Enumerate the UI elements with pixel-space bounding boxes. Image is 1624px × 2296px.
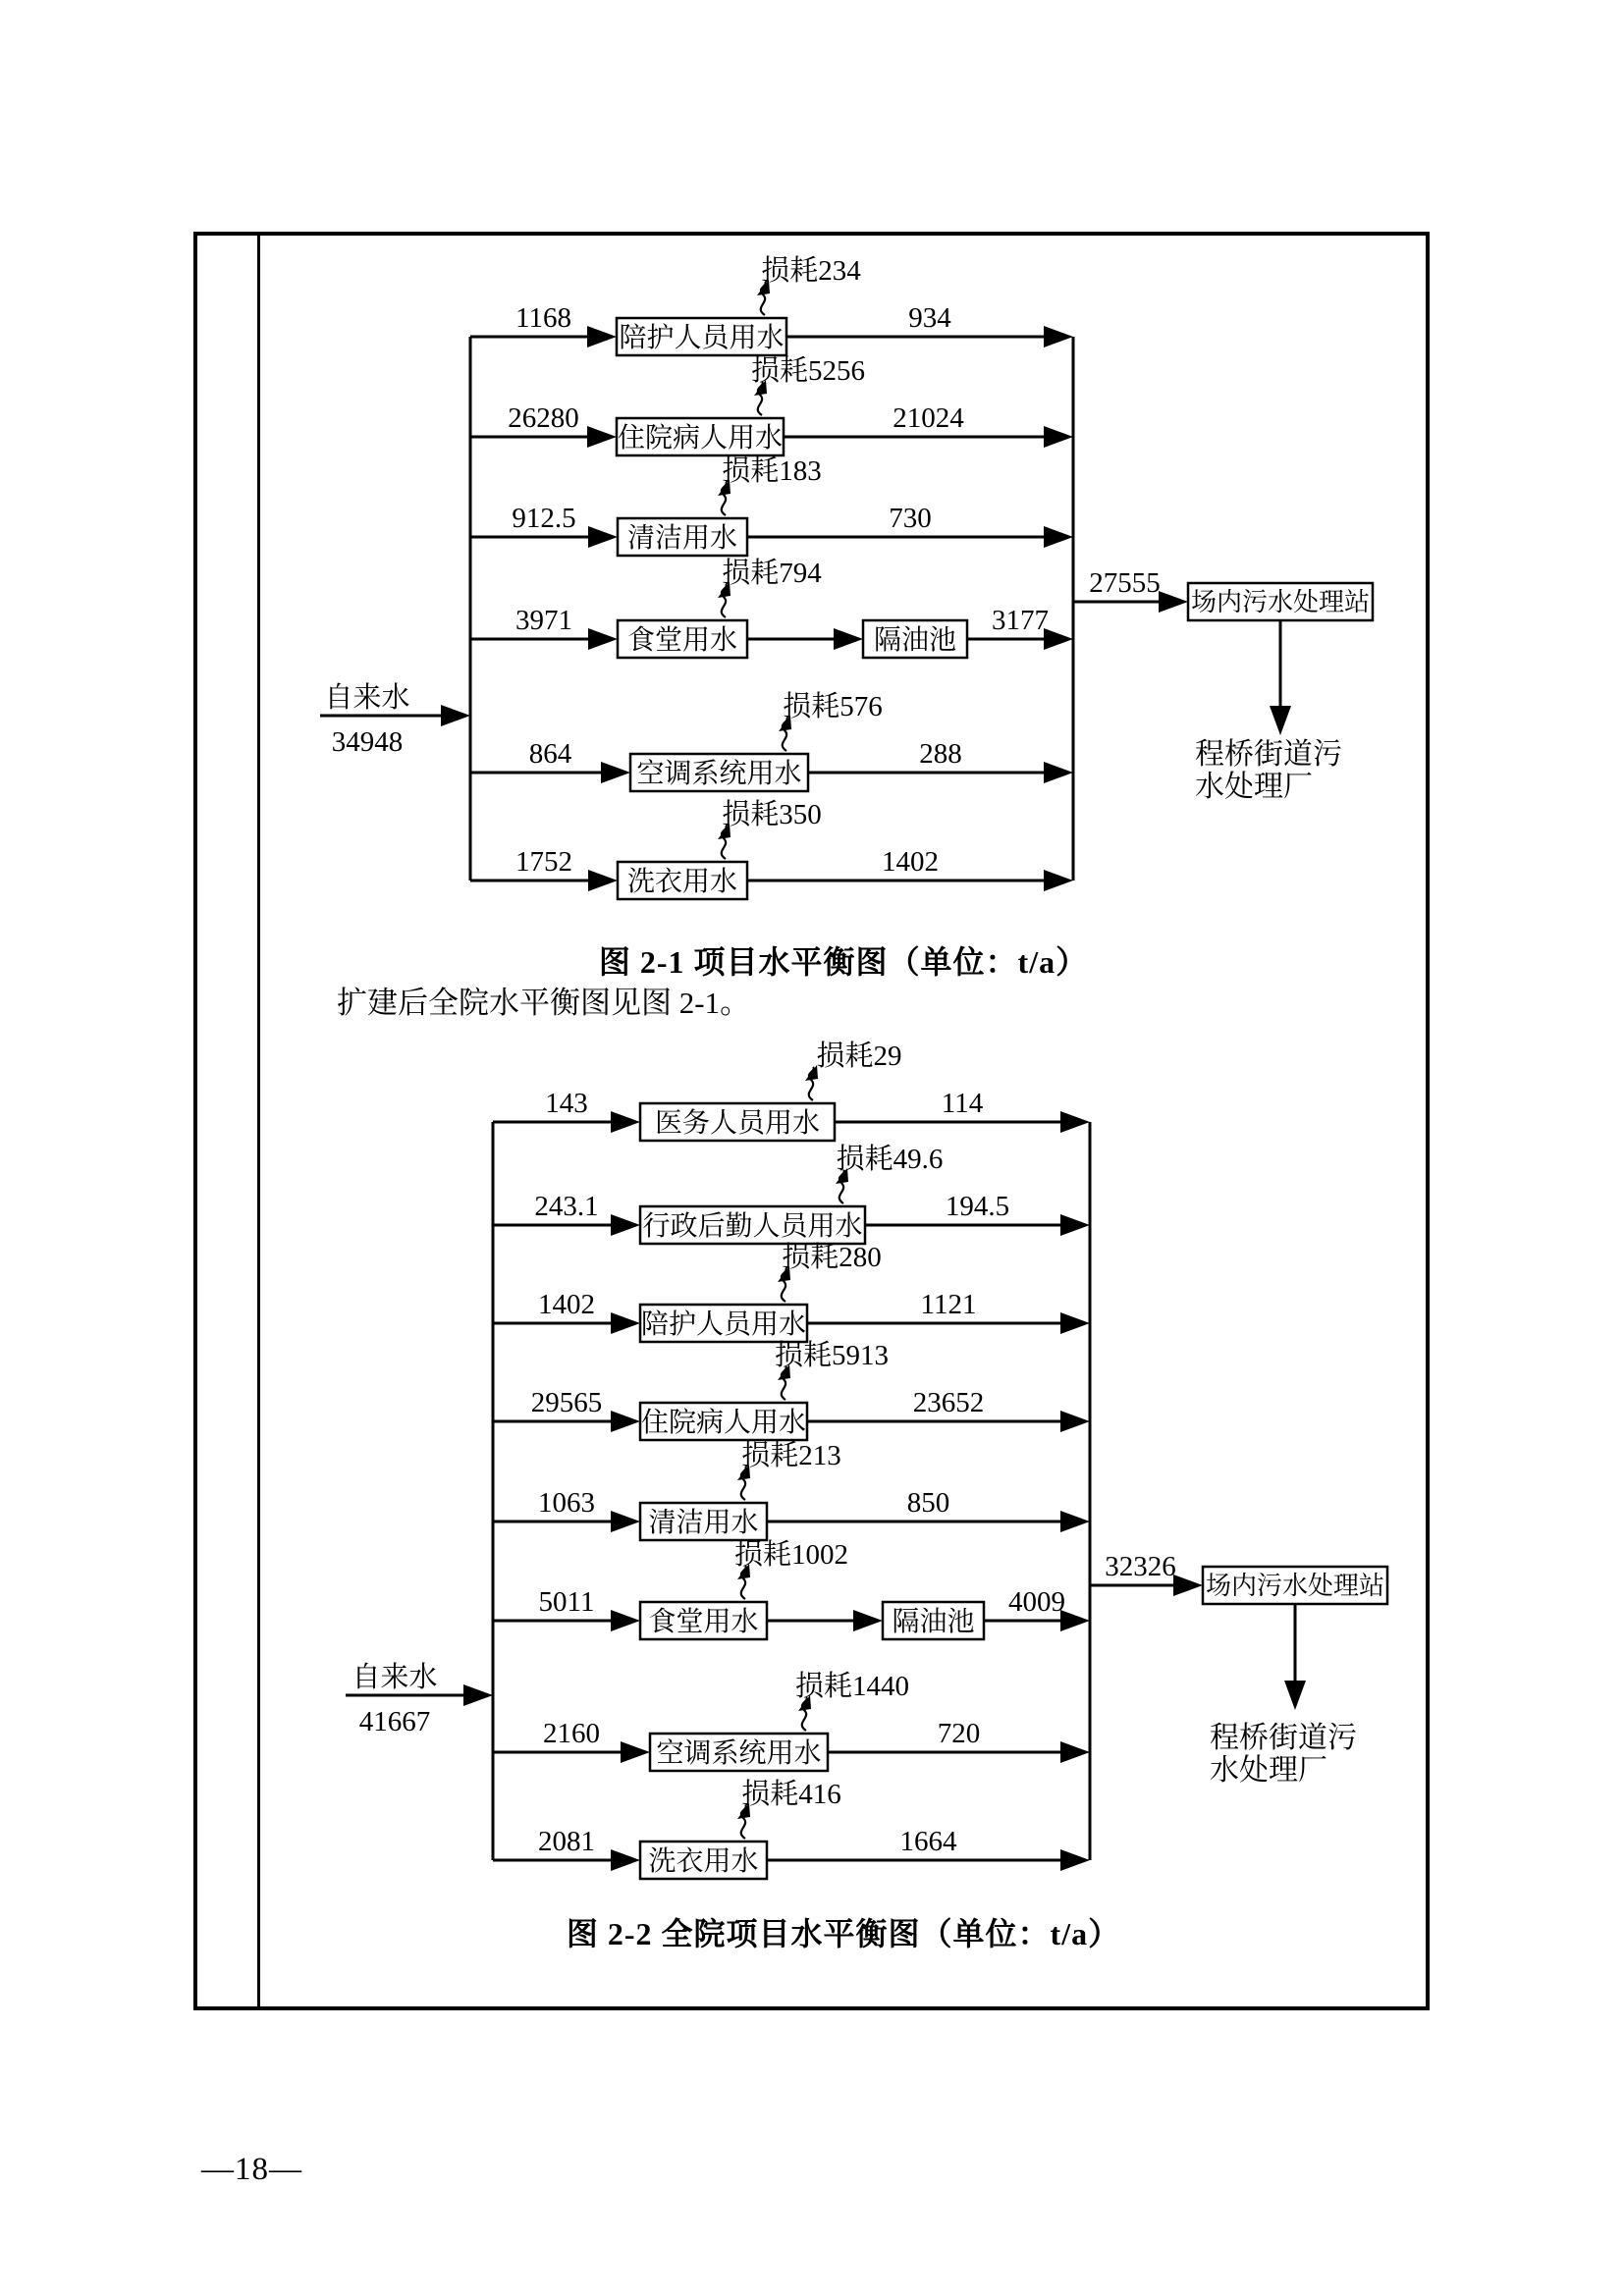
arrowhead-right-icon — [1060, 1741, 1090, 1763]
loss-value: 损耗576 — [783, 691, 883, 722]
inflow-value: 143 — [545, 1088, 588, 1119]
arrowhead-right-icon — [611, 1849, 640, 1871]
process-box-label: 洗衣用水 — [648, 1846, 759, 1877]
arrowhead-right-icon — [1044, 870, 1073, 891]
outflow-value: 720 — [937, 1718, 981, 1749]
source-label: 自来水 — [324, 682, 410, 714]
arrowhead-right-icon — [611, 1111, 640, 1133]
outflow-value: 4009 — [1008, 1586, 1065, 1618]
arrowhead-right-icon — [1044, 426, 1073, 448]
outflow-value: 23652 — [912, 1387, 985, 1418]
arrowhead-right-icon — [853, 1610, 883, 1631]
total-outflow-value: 32326 — [1105, 1551, 1176, 1582]
loss-value: 损耗416 — [741, 1779, 841, 1810]
arrowhead-right-icon — [1044, 526, 1073, 548]
arrowhead-right-icon — [441, 705, 470, 726]
inflow-value: 912.5 — [512, 503, 576, 534]
arrowhead-down-icon — [1284, 1681, 1306, 1710]
loss-value: 损耗1002 — [733, 1539, 849, 1571]
outflow-value: 850 — [906, 1487, 950, 1519]
body-text: 扩建后全院水平衡图见图 2-1。 — [337, 986, 751, 1020]
loss-value: 损耗49.6 — [836, 1144, 944, 1175]
process-box-label: 陪护人员用水 — [619, 323, 785, 353]
source-value: 41667 — [358, 1706, 431, 1737]
arrowhead-right-icon — [611, 1511, 640, 1532]
total-outflow-value: 27555 — [1089, 567, 1161, 599]
arrowhead-right-icon — [588, 526, 618, 548]
outflow-value: 288 — [919, 738, 962, 770]
arrowhead-down-icon — [1270, 706, 1291, 735]
loss-value: 损耗280 — [782, 1242, 882, 1273]
arrowhead-right-icon — [611, 1610, 640, 1631]
inflow-value: 1402 — [538, 1289, 595, 1320]
loss-value: 损耗5913 — [774, 1340, 890, 1371]
arrowhead-right-icon — [1060, 1111, 1090, 1133]
process-box-label: 清洁用水 — [626, 523, 738, 554]
loss-value: 损耗29 — [816, 1041, 902, 1072]
arrowhead-right-icon — [588, 628, 618, 650]
outflow-value: 934 — [908, 302, 951, 334]
process-box-label: 行政后勤人员用水 — [642, 1211, 863, 1242]
arrowhead-right-icon — [1173, 1575, 1203, 1596]
arrowhead-right-icon — [611, 1312, 640, 1334]
inflow-value: 5011 — [538, 1586, 595, 1618]
process-box-label: 洗衣用水 — [626, 867, 738, 897]
arrowhead-right-icon — [611, 1411, 640, 1432]
arrowhead-right-icon — [1060, 1411, 1090, 1432]
arrowhead-right-icon — [611, 1214, 640, 1236]
inflow-value: 1063 — [538, 1487, 595, 1519]
outflow-value: 194.5 — [945, 1191, 1010, 1222]
arrowhead-right-icon — [1060, 1849, 1090, 1871]
page-number: —18— — [201, 2152, 302, 2187]
arrowhead-right-icon — [1159, 591, 1188, 613]
loss-value: 损耗350 — [722, 799, 822, 830]
figure-2-2-caption: 图 2-2 全院项目水平衡图（单位：t/a） — [566, 1916, 1121, 1951]
treatment-box-label: 场内污水处理站 — [1205, 1572, 1385, 1600]
arrowhead-right-icon — [1060, 1511, 1090, 1532]
outflow-value: 1121 — [920, 1289, 977, 1320]
process-box-label: 清洁用水 — [648, 1508, 759, 1538]
figure-2-1-caption: 图 2-1 项目水平衡图（单位：t/a） — [598, 944, 1089, 980]
process-box-label: 住院病人用水 — [617, 423, 784, 454]
arrowhead-right-icon — [1044, 762, 1073, 783]
process-box-label: 食堂用水 — [648, 1607, 759, 1637]
process-box-label: 医务人员用水 — [654, 1108, 821, 1139]
inflow-value: 1168 — [515, 302, 571, 334]
outflow-value: 114 — [941, 1088, 984, 1119]
process-box-label: 空调系统用水 — [636, 759, 802, 789]
inflow-value: 2081 — [538, 1826, 595, 1857]
treatment-box-label: 场内污水处理站 — [1190, 588, 1371, 616]
inflow-value: 1752 — [515, 846, 572, 878]
arrowhead-right-icon — [588, 870, 618, 891]
arrowhead-right-icon — [463, 1684, 493, 1706]
loss-value: 损耗794 — [722, 558, 822, 589]
arrowhead-right-icon — [621, 1741, 650, 1763]
loss-value: 损耗213 — [741, 1440, 841, 1471]
arrowhead-right-icon — [834, 628, 863, 650]
process-box-label: 陪护人员用水 — [640, 1309, 807, 1340]
destination-label: 水处理厂 — [1195, 771, 1313, 803]
outflow-value: 21024 — [893, 402, 964, 434]
inflow-value: 3971 — [515, 605, 572, 636]
outflow-value: 730 — [889, 503, 932, 534]
source-value: 34948 — [331, 726, 404, 758]
destination-label: 程桥街道污 — [1210, 1722, 1357, 1754]
destination-label: 水处理厂 — [1210, 1754, 1327, 1787]
loss-value: 损耗5256 — [750, 355, 866, 387]
loss-value: 损耗234 — [761, 255, 861, 287]
arrowhead-right-icon — [1060, 1214, 1090, 1236]
process-box-label: 隔油池 — [873, 625, 957, 656]
process-box-label: 空调系统用水 — [656, 1738, 822, 1769]
inflow-value: 2160 — [543, 1718, 600, 1749]
arrowhead-right-icon — [601, 762, 630, 783]
process-box-label: 隔油池 — [892, 1607, 975, 1637]
process-box-label: 住院病人用水 — [640, 1408, 807, 1438]
loss-value: 损耗183 — [722, 455, 822, 487]
arrowhead-right-icon — [587, 426, 617, 448]
inflow-value: 864 — [528, 738, 572, 770]
arrowhead-right-icon — [587, 326, 617, 347]
inflow-value: 243.1 — [534, 1191, 599, 1222]
arrowhead-right-icon — [1044, 326, 1073, 347]
outflow-value: 1402 — [882, 846, 939, 878]
inflow-value: 26280 — [508, 402, 579, 434]
outflow-value: 3177 — [992, 605, 1049, 636]
outflow-value: 1664 — [899, 1826, 957, 1857]
inflow-value: 29565 — [530, 1387, 603, 1418]
destination-label: 程桥街道污 — [1195, 738, 1342, 771]
source-label: 自来水 — [352, 1662, 438, 1693]
process-box-label: 食堂用水 — [626, 625, 738, 656]
arrowhead-right-icon — [1060, 1312, 1090, 1334]
loss-value: 损耗1440 — [794, 1671, 910, 1702]
